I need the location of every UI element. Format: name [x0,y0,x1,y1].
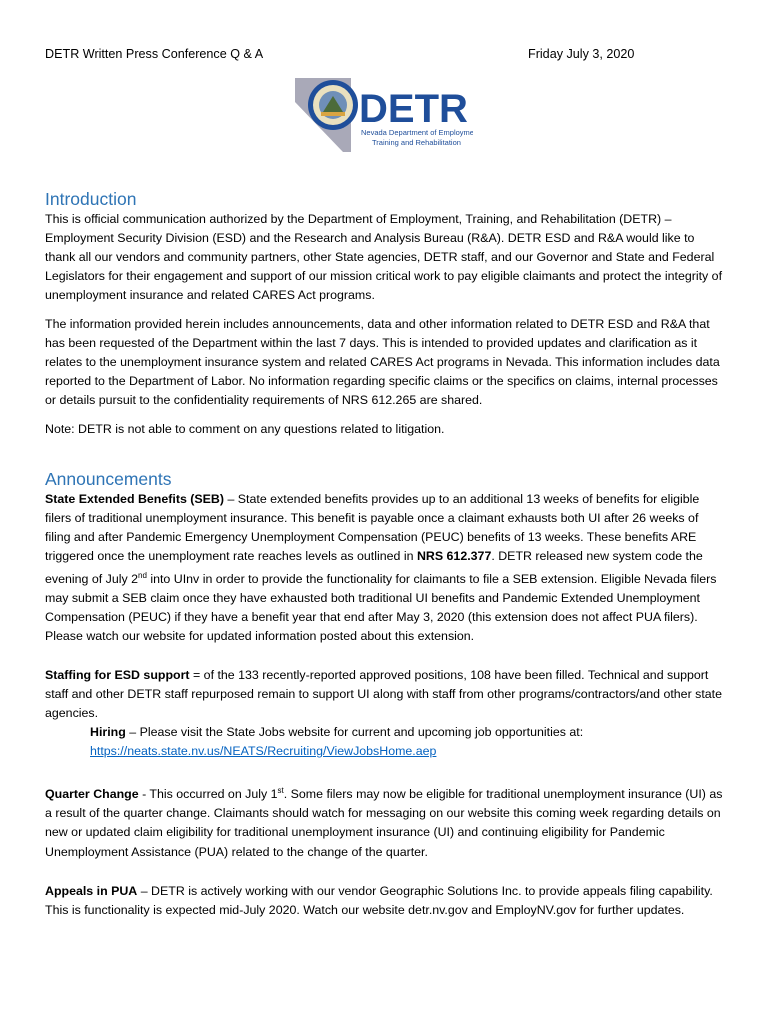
hiring-label: Hiring [90,725,126,740]
logo-wordmark: DETR [359,87,468,131]
detr-logo [293,72,473,154]
quarter-text-1: - This occurred on July 1 [138,787,278,802]
logo-subtitle-line1: Nevada Department of Employment, [361,128,473,137]
staffing-label: Staffing for ESD support [45,668,190,683]
header-title: DETR Written Press Conference Q & A [45,47,264,61]
quarter-text-2: . Some filers may now be eligible for traditional unemployment insurance (UI) as a result of the quarter change. Claimants should watch for messaging on our website this coming week regarding details on new or updated claim eligibility for traditional unemployment insurance (UI) and continuing eligibility for Pandemic Unemployment Assistance (PUA) related to the change of the quarter. [45,787,723,859]
logo-subtitle-line2: Training and Rehabilitation [372,138,461,147]
seb-nrs-ref: NRS 612.377 [416,548,492,563]
document-body [45,188,725,920]
quarter-paragraph [45,781,725,861]
hiring-text: – Please visit the State Jobs website for current and upcoming job opportunities at: [125,725,584,740]
state-jobs-link[interactable]: https://neats.state.nv.us/NEATS/Recruiting/ViewJobsHome.aep [90,744,437,759]
hiring-paragraph [45,723,725,761]
appeals-label: Appeals in PUA [45,883,138,898]
litigation-note: Note: DETR is not able to comment on any questions related to litigation. [45,422,445,437]
appeals-paragraph [45,882,725,920]
nevada-state-shape-icon [293,72,473,154]
appeals-text: – DETR is actively working with our vendor Geographic Solutions Inc. to provide appeals filing capability. This is functionality is expected mid-July 2020. Watch our website detr.nv.gov and EmployNV.gov for further updates. [45,883,713,917]
intro-heading: Introduction [45,189,137,209]
seb-paragraph [45,490,725,647]
intro-paragraph-1: This is official communication authorized by the Department of Employment, Training, and Rehabilitation (DETR) – Employment Security Division (ESD) and the Research and Analysis Bureau (R&A). DETR ESD and R&A would like to thank all our vendors and community partners, other State agencies, DETR staff, and our Governor and State and Federal Legislators for their engagement and support of our mission critical work to pay eligible claimants and protect the integrity of unemployment insurance and related CARES Act programs. [45,212,723,303]
staffing-text: = of the 133 recently-reported approved positions, 108 have been filled. Technical and support staff and other DETR staff repurposed remain to support UI along with staff from other programs/contractors/and other state agencies. [45,668,723,721]
seb-text-1: – State extended benefits provides up to an additional 13 weeks of benefits for eligible filers of traditional unemployment insurance. This benefit is payable once a claimant exhausts both UI after 26 weeks of filing and after Pandemic Emergency Unemployment Compensation (PEUC) benefits of 13 weeks. These benefits ARE triggered once the unemployment rate reaches levels as outlined in [45,491,700,563]
announcements-heading: Announcements [45,468,172,489]
seb-sup: nd [138,570,147,580]
intro-paragraph-2: The information provided herein includes announcements, data and other information related to DETR ESD and R&A that has been requested of the Department within the last 7 days. This is intended to provided updates and clarification as it relates to the unemployment insurance system and related CARES Act programs in Nevada. This information includes data reported to the Department of Labor. No information regarding specific claims or the specifics on claims, internal processes or details pursuit to the confidentiality requirements of NRS 612.265 are shared. [45,317,720,408]
staffing-paragraph [45,666,725,723]
quarter-label: Quarter Change [45,787,139,802]
seb-text-2: . DETR released new system code the evening of July 2 [45,548,703,586]
seb-label: State Extended Benefits (SEB) [45,491,225,506]
seb-text-3: into UInv in order to provide the functionality for claimants to file a SEB extension. Eligible Nevada filers may submit a SEB claim once they have exhausted both traditional UI benefits and Pandemic Extended Unemployment Compensation (PEUC) if they have a benefit year that end after May 3, 2020 (this extension does not affect PUA filers). Please watch our website for updated information posted about this extension. [45,571,717,643]
header-date: Friday July 3, 2020 [528,47,635,61]
quarter-sup: st [277,786,284,796]
